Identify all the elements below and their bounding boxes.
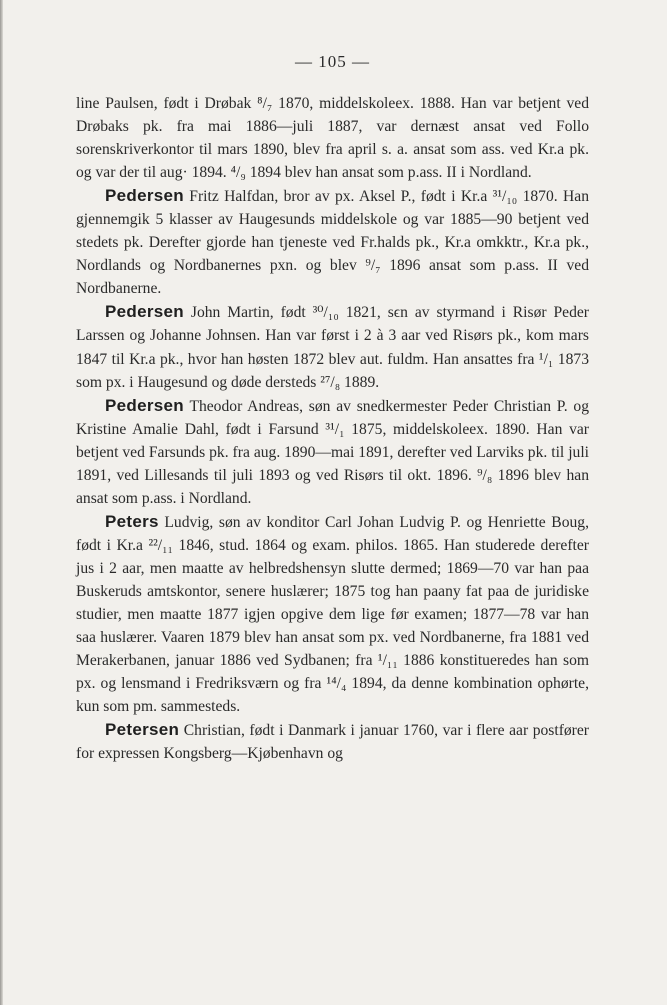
entry-text: line Paulsen, født i Drøbak ⁸/₇ 1870, middelskoleex. 1888. Han var betjent ved Drøbaks pk. fra mai 1886—juli 1887, var dernæst ansat ved Follo sorenskriverkontor til mars 1890, blev fra april s. a. ansat som ass. ved Kr.a pk. og var der til aug· 1894. ⁴/₉ 1894 blev han ansat som p.ass. II i Nordland. [76,95,589,182]
entry-pedersen-theodor [76,394,589,510]
entry-pedersen-john [76,300,589,393]
page-edge-shadow [0,0,3,1005]
entry-surname: Petersen [105,720,180,740]
entry-text: Ludvig, søn av konditor Carl Johan Ludvig P. og Henriette Boug, født i Kr.a ²²/₁₁ 1846, stud. 1864 og exam. philos. 1865. Han studerede derefter jus i 2 aar, men maatte av helbredshensyn slutte dermed; 1869—70 var han paa Buskeruds amtskontor, senere huslærer; 1875 tog han paany fat paa de juridiske studier, men maatte 1877 igjen opgive dem lige før examen; 1877—78 var han saa huslærer. Vaaren 1879 blev han ansat som px. ved Nordbanerne, fra 1881 ved Merakerbanen, januar 1886 ved Sydbanen; fra ¹/₁₁ 1886 konstitueredes han som px. og lensmand i Fredriksværn og fra ¹⁴/₄ 1894, da denne kombination ophørte, kun som pm. sammesteds. [76,513,589,716]
entry-text: John Martin, født ³⁰/₁₀ 1821, sϵn av styrmand i Risør Peder Larssen og Johanne Johnsen. Han var først i 2 à 3 aar ved Risørs pk., kom mars 1847 til Kr.a pk., hvor han høsten 1872 blev aut. fuldm. Han ansattes fra ¹/₁ 1873 som px. i Haugesund og døde dersteds ²⁷/₈ 1889. [76,304,589,391]
page-body [76,92,589,765]
book-page [76,52,589,765]
entry-surname: Peters [105,511,159,531]
entry-petersen-christian [76,718,589,765]
entry-text: Fritz Halfdan, bror av px. Aksel P., født i Kr.a ³¹/₁₀ 1870. Han gjennemgik 5 klasser av Haugesunds middelskole og var 1885—90 betjent ved stedets pk. Derefter gjorde han tjeneste ved Fr.halds pk., Kr.a omkktr., Kr.a pk., Nordlands og Nordbanernes pxn. og blev ⁹/₇ 1896 ansat som p.ass. II ved Nordbanerne. [76,188,589,298]
entry-pedersen-fritz [76,184,589,300]
entry-surname: Pedersen [105,186,184,206]
page-number: — 105 — [295,52,370,71]
entry-peters-ludvig [76,510,589,718]
entry-text: Christian, født i Danmark i januar 1760, var i flere aar postfører for expressen Kongsberg—Kjøbenhavn og [76,722,589,763]
entry-surname: Pedersen [105,395,184,415]
entry-surname: Pedersen [105,302,184,322]
entry-text: Theodor Andreas, søn av snedkermester Peder Christian P. og Kristine Amalie Dahl, født i Farsund ³¹/₁ 1875, middelskoleex. 1890. Han var betjent ved Farsunds pk. fra aug. 1890—mai 1891, derefter ved Larviks pk. til juli 1891, ved Lillesands til juli 1893 og ved Risørs til okt. 1896. ⁹/₈ 1896 blev han ansat som p.ass. i Nordland. [76,397,589,507]
entry-continuation [76,92,589,184]
